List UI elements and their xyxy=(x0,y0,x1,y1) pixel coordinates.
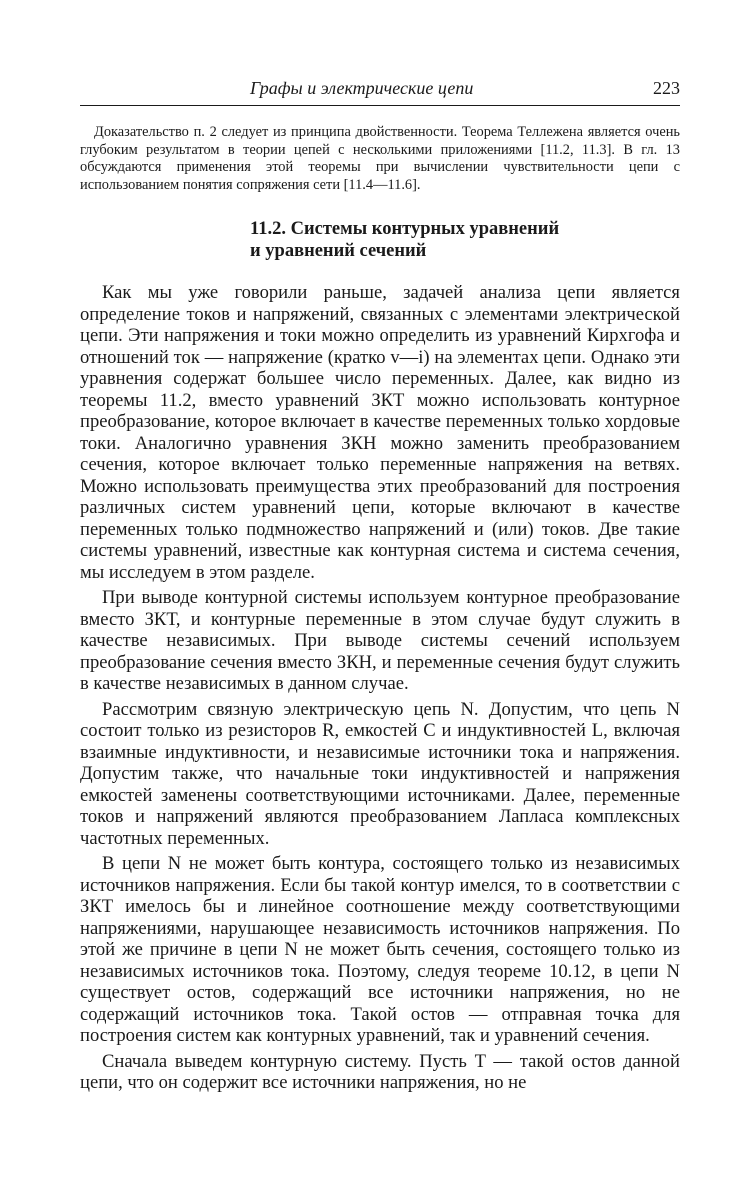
page xyxy=(80,78,680,1094)
page-number: 223 xyxy=(653,78,680,98)
section-title xyxy=(250,218,680,262)
running-title: Графы и электрические цепи xyxy=(250,78,474,98)
body-paragraph-4: В цепи N не может быть контура, состоящего только из независимых источников напряжения. Если бы такой контур имелся, то в соответствии с ЗКТ имелось бы и линейное соотношение между соответствующими напряжениями, нарушающее независимость источников напряжения. По этой же причине в цепи N не может быть сечения, состоящего только из независимых источников тока. Поэтому, следуя теореме 10.12, в цепи N существует остов, содержащий все источники напряжения, но не содержащий источников тока. Такой остов — отправная точка для построения систем как контурных уравнений, так и уравнений сечения. xyxy=(80,853,680,1046)
body-paragraph-1: Как мы уже говорили раньше, задачей анализа цепи является определение токов и напряжений, связанных с элементами электрической цепи. Эти напряжения и токи можно определить из уравнений Кирхгофа и отношений ток — напряжение (кратко v—i) на элементах цепи. Однако эти уравнения содержат большее число переменных. Далее, как видно из теоремы 11.2, вместо уравнений ЗКТ можно использовать контурное преобразование, которое включает в качестве переменных только хордовые токи. Аналогично уравнения ЗКН можно заменить преобразованием сечения, которое включает только переменные напряжения на ветвях. Можно использовать преимущества этих преобразований для построения различных систем уравнений цепи, которые включают в качестве переменных только подмножество напряжений и (или) токов. Две такие системы уравнений, известные как контурная система и система сечения, мы исследуем в этом разделе. xyxy=(80,282,680,583)
body-text xyxy=(80,282,680,1094)
section-title-line-2: и уравнений сечений xyxy=(250,241,427,261)
intro-paragraph: Доказательство п. 2 следует из принципа двойственности. Теорема Теллежена является очень глубоким результатом в теории цепей с несколькими приложениями [11.2, 11.3]. В гл. 13 обсуждаются применения этой теоремы при вычислении чувствительности цепи с использованием понятия сопряжения сети [11.4—11.6]. xyxy=(80,124,680,193)
intro-block xyxy=(80,124,680,194)
body-paragraph-5: Сначала выведем контурную систему. Пусть T — такой остов данной цепи, что он содержит все источники напряжения, но не xyxy=(80,1050,680,1093)
section-title-line-1: 11.2. Системы контурных уравнений xyxy=(250,219,560,239)
body-paragraph-2: При выводе контурной системы используем контурное преобразование вместо ЗКТ, и контурные переменные в этом случае будут служить в качестве независимых. При выводе системы сечений используем преобразование сечения вместо ЗКН, и переменные сечения будут служить в качестве независимых в данном случае. xyxy=(80,587,680,694)
body-paragraph-3: Рассмотрим связную электрическую цепь N. Допустим, что цепь N состоит только из резисторов R, емкостей C и индуктивностей L, включая взаимные индуктивности, и независимые источники тока и напряжения. Допустим также, что начальные токи индуктивностей и напряжения емкостей заменены соответствующими источниками. Далее, переменные токов и напряжений являются преобразованием Лапласа комплексных частотных переменных. xyxy=(80,698,680,849)
running-head xyxy=(80,78,680,106)
